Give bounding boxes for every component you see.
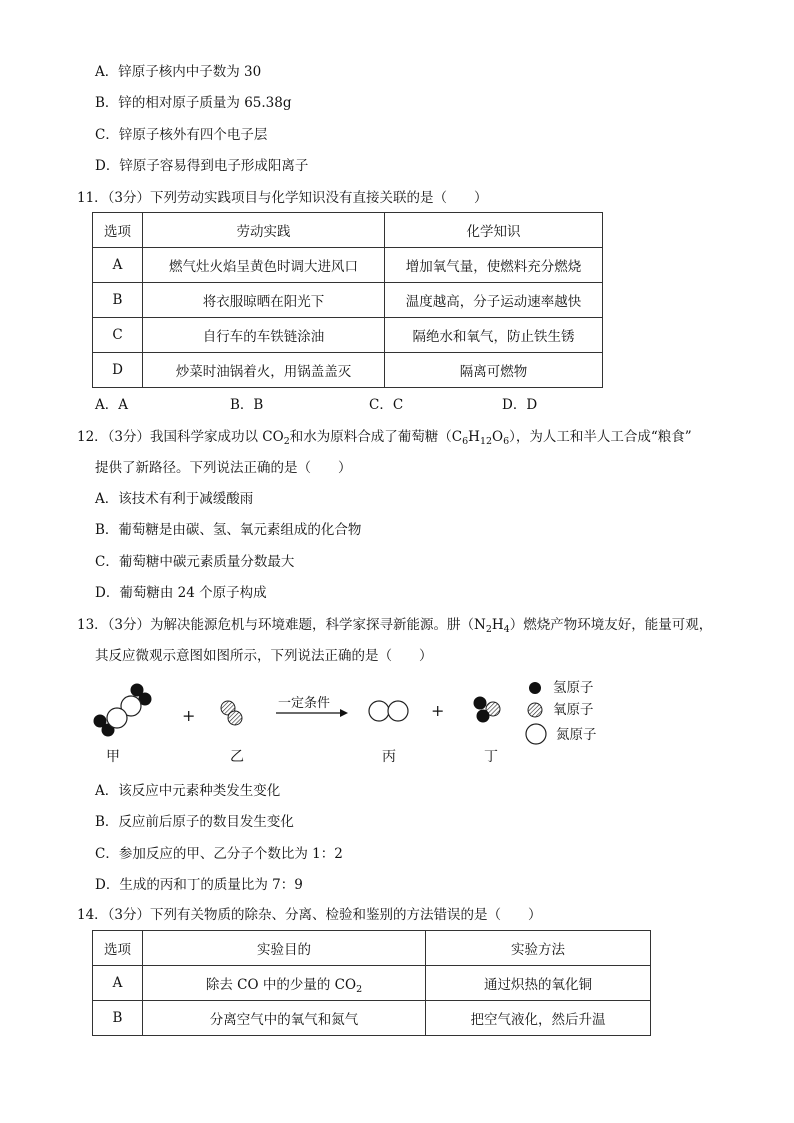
label-yi: 乙 <box>230 749 244 765</box>
q12-option-c: C．葡萄糖中碳元素质量分数最大 <box>95 554 295 570</box>
label-ding: 丁 <box>484 749 498 765</box>
table-cell: A <box>93 966 143 1001</box>
table-header-cell: 化学知识 <box>385 213 603 248</box>
hydrogen-atom <box>477 710 489 722</box>
table-cell <box>143 966 426 1001</box>
table-header-cell: 劳动实践 <box>143 213 385 248</box>
subscript: 12 <box>479 436 493 447</box>
table-cell: C <box>93 318 143 353</box>
table-cell: 通过炽热的氧化铜 <box>426 966 651 1001</box>
q11-table <box>92 212 603 388</box>
table-cell: 自行车的车铁链涂油 <box>143 318 385 353</box>
molecule-bing <box>369 701 408 721</box>
arrow-head <box>340 709 348 717</box>
q11-choice-d: D．D <box>502 397 538 413</box>
q11-choices <box>95 396 655 414</box>
q13-option-b: B．反应前后原子的数目发生变化 <box>95 814 294 830</box>
table-cell: B <box>93 283 143 318</box>
table-cell: 将衣服晾晒在阳光下 <box>143 283 385 318</box>
table-header-cell: 选项 <box>93 931 143 966</box>
legend-nitrogen-label: 氮原子 <box>556 727 597 743</box>
q12-stem-text: O <box>492 429 504 445</box>
nitrogen-atom <box>369 701 389 721</box>
table-row <box>93 1001 651 1036</box>
table-cell: 把空气液化，然后升温 <box>426 1001 651 1036</box>
molecule-yi <box>221 701 242 725</box>
table-row <box>93 318 603 353</box>
q13-stem-text: H <box>491 617 504 633</box>
q12-stem-text: 12．（3分）我国科学家成功以 CO <box>77 429 284 445</box>
legend-hydrogen-label: 氢原子 <box>553 680 594 696</box>
q10-option-d: D．锌原子容易得到电子形成阳离子 <box>95 158 309 174</box>
table-cell: 增加氧气量，使燃料充分燃烧 <box>385 248 603 283</box>
oxygen-atom <box>228 711 242 725</box>
plus-sign: + <box>182 706 196 725</box>
q14-stem: 14．（3分）下列有关物质的除杂、分离、检验和鉴别的方法错误的是（ ） <box>77 907 542 923</box>
table-header-cell: 实验目的 <box>143 931 426 966</box>
table-row <box>93 248 603 283</box>
q12-stem-text: H <box>468 429 480 445</box>
table-row <box>93 966 651 1001</box>
q12-stem-text: ），为人工和半人工合成“粮食” <box>509 429 692 445</box>
legend-oxygen-icon <box>528 703 542 717</box>
table-cell: 温度越高，分子运动速率越快 <box>385 283 603 318</box>
subscript: 2 <box>485 624 492 635</box>
q12-stem-line2: 提供了新路径。下列说法正确的是（ ） <box>95 460 352 476</box>
q13-option-c: C．参加反应的甲、乙分子个数比为 1：2 <box>95 846 343 862</box>
q12-stem-line1 <box>77 428 692 446</box>
subscript: 4 <box>503 624 510 635</box>
q11-choice-c: C．C <box>369 397 404 413</box>
label-jia: 甲 <box>106 749 120 765</box>
molecule-ding <box>474 697 500 722</box>
nitrogen-atom <box>388 701 408 721</box>
table-header-row <box>93 213 603 248</box>
table-cell: B <box>93 1001 143 1036</box>
cell-text: 除去 CO 中的少量的 CO <box>205 977 357 993</box>
table-cell: 燃气灶火焰呈黄色时调大进风口 <box>143 248 385 283</box>
table-header-row <box>93 931 651 966</box>
table-row <box>93 353 603 388</box>
table-cell: 隔绝水和氧气，防止铁生锈 <box>385 318 603 353</box>
table-header-cell: 选项 <box>93 213 143 248</box>
table-cell: 炒菜时油锅着火，用锅盖盖灭 <box>143 353 385 388</box>
table-cell: 分离空气中的氧气和氮气 <box>143 1001 426 1036</box>
q10-option-c: C．锌原子核外有四个电子层 <box>95 127 268 143</box>
subscript: 2 <box>356 984 363 995</box>
table-cell: A <box>93 248 143 283</box>
legend-hydrogen-icon <box>529 682 541 694</box>
subscript: 6 <box>503 436 510 447</box>
subscript: 6 <box>462 436 469 447</box>
q13-stem-line1 <box>77 616 712 634</box>
label-bing: 丙 <box>382 749 396 765</box>
q12-option-a: A．该技术有利于减缓酸雨 <box>95 491 254 507</box>
hydrogen-atom <box>474 697 486 709</box>
q12-option-b: B．葡萄糖是由碳、氢、氧元素组成的化合物 <box>95 522 362 538</box>
q11-choice-a: A．A <box>95 397 128 413</box>
table-header-cell: 实验方法 <box>426 931 651 966</box>
q13-stem-line2: 其反应微观示意图如图所示，下列说法正确的是（ ） <box>95 648 433 664</box>
q13-option-a: A．该反应中元素种类发生变化 <box>95 783 281 799</box>
reaction-diagram <box>88 676 648 776</box>
q14-table <box>92 930 651 1036</box>
molecule-jia <box>94 684 151 736</box>
table-row <box>93 283 603 318</box>
q13-option-d: D．生成的丙和丁的质量比为 7：9 <box>95 877 303 893</box>
q10-option-b: B．锌的相对原子质量为 65.38g <box>95 95 292 111</box>
subscript: 2 <box>283 436 290 447</box>
q13-stem-text: ）燃烧产物环境友好，能量可观， <box>509 617 713 633</box>
q10-option-a: A．锌原子核内中子数为 30 <box>95 64 262 80</box>
legend-nitrogen-icon <box>526 724 546 744</box>
nitrogen-atom <box>107 708 127 728</box>
table-cell: 隔离可燃物 <box>385 353 603 388</box>
q11-stem: 11．（3分）下列劳动实践项目与化学知识没有直接关联的是（ ） <box>77 190 488 206</box>
q11-choice-b: B．B <box>230 397 264 413</box>
q13-stem-text: 13．（3分）为解决能源危机与环境难题，科学家探寻新能源。肼（N <box>77 617 486 633</box>
reaction-condition: 一定条件 <box>278 696 331 711</box>
q12-stem-text: 和水为原料合成了葡萄糖（C <box>289 429 463 445</box>
plus-sign: + <box>431 701 445 720</box>
table-cell: D <box>93 353 143 388</box>
legend-oxygen-label: 氧原子 <box>553 702 594 718</box>
q12-option-d: D．葡萄糖由 24 个原子构成 <box>95 585 267 601</box>
